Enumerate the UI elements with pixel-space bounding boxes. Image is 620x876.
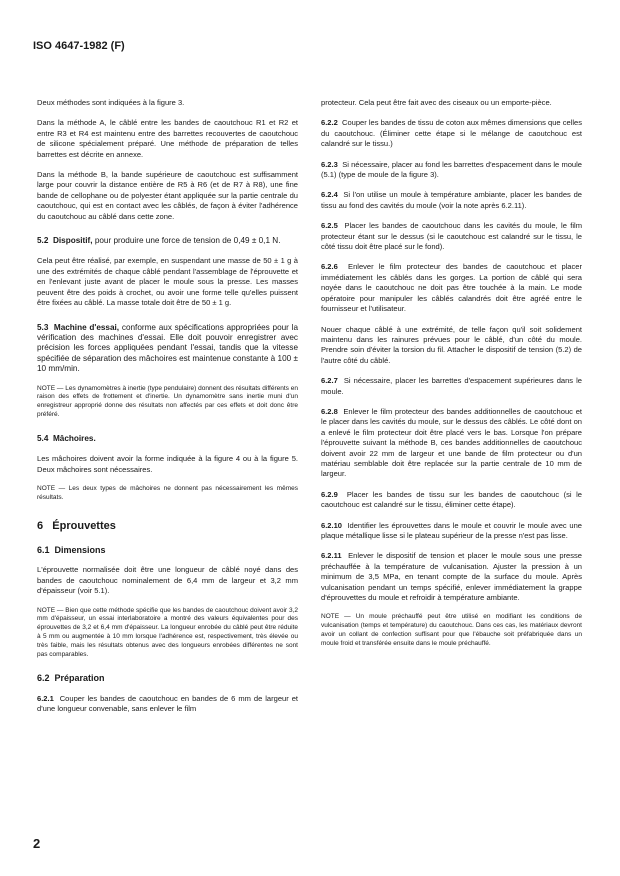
section-6-2-6 xyxy=(321,262,582,314)
section-6-2-11 xyxy=(321,551,582,603)
section-6-heading xyxy=(37,521,298,531)
section-text: Enlever le dispositif de tension et placer le moule sous une presse préchauffée à la température de vulcanisation. Ajuster la pression à un minimum de 3,5 MPa, en tenant compte de la surface du moule. Après vulcanisation pendant un temps spécifié, enlever immédiatement la grappe d'éprouvettes du moule et refroidir à température ambiante. xyxy=(321,551,582,603)
section-number: 6.2.2 xyxy=(321,118,338,128)
section-6-2-2 xyxy=(321,118,582,149)
section-text: Si l'on utilise un moule à température ambiante, placer les bandes de tissu au fond des cavités du moule (voir la note après 6.2.11). xyxy=(321,190,582,210)
paragraph: Nouer chaque câblé à une extrémité, de telle façon qu'il soit solidement maintenu dans les rainures prévues pour le câblé, d'un côté du moule. Prendre soin d'éviter la torsion du fil. Attacher le dispositif de tension (5.2) de l'autre côté du câblé. xyxy=(321,324,582,365)
section-title: Machine d'essai, xyxy=(53,322,120,332)
section-title: Dimensions xyxy=(54,544,106,555)
section-6-1 xyxy=(37,545,298,555)
section-text: conforme aux spécifications appropriées pour la vérification des machines d'essai. Elle doit pouvoir enregistrer avec précision les forces appliquées pendant l'essai, tandis que la vitesse spécifiée de séparation des mâchoires est maintenue constante à 100 ± 10 mm/min. xyxy=(37,322,299,374)
paragraph-method-b: Dans la méthode B, la bande supérieure de caoutchouc est suffisamment large pour couvrir la distance entière de R5 à R6 (et de R7 à R8), une fine bande de cellophane ou de polyester étant appliquée sur la partie centrale du caoutchouc, qui est en contact avec les câblés, de façon à éviter l'adhérence du caoutchouc au câblé dans cette zone. xyxy=(37,170,298,221)
note: NOTE — Un moule préchauffé peut être utilisé en modifiant les conditions de vulcanisation (temps et température) du caoutchouc. Dans ces cas, les matériaux devront avoir un collant de confection suffisant pour que l'ébauche soit préfabriquée dans un moule froid et transférée ensuite dans le moule préchauffé. xyxy=(321,613,582,647)
paragraph: Cela peut être réalisé, par exemple, en suspendant une masse de 50 ± 1 g à une des extrémités de chaque câblé pendant l'assemblage de l'éprouvette et en l'enlevant juste avant de placer le moule sous la presse. Les masses peuvent être des poids à crochet, ou avoir une forme telle qu'elles puissent être fixées au câblé. La masse totale doit être de 50 ± 1 g. xyxy=(37,256,298,308)
section-text: pour produire une force de tension de 0,49 ± 0,1 N. xyxy=(94,236,281,246)
paragraph: Deux méthodes sont indiquées à la figure 3. xyxy=(37,98,185,107)
section-number: 6.2.3 xyxy=(321,159,338,169)
section-6-2-9 xyxy=(321,490,582,511)
section-5-2 xyxy=(37,236,298,246)
section-6-2-5 xyxy=(321,221,582,252)
section-6-2-1 xyxy=(37,694,298,715)
section-text: Si nécessaire, placer au fond les barrettes d'espacement dans le moule (5.1) (type de moule de la figure 3). xyxy=(321,159,582,180)
section-title: Préparation xyxy=(54,673,105,684)
note: NOTE — Bien que cette méthode spécifie que les bandes de caoutchouc doivent avoir 3,2 mm d'épaisseur, un essai interlaboratoire a montré des valeurs équivalentes pour des éprouvettes de 3,2 et 6,4 mm d'épaisseur. La longueur enrobée du câblé peut être réduite à 5 mm ou augmentée à 10 mm lorsque l'adhérence est, respectivement, très élevée ou très faible, mais les résultats obtenus avec des longueurs enrobées différentes ne sont pas comparables. xyxy=(37,606,298,658)
section-text: Placer les bandes de caoutchouc dans les cavités du moule, le film protecteur étant sur le dessus (si le caoutchouc est calandré sur le tissu, le côté tissu doit être placé sur le fond). xyxy=(321,221,582,252)
section-number: 6.2.4 xyxy=(321,190,338,200)
section-number: 6.2.6 xyxy=(321,262,338,272)
section-number: 6.2.1 xyxy=(37,693,54,703)
section-text: Couper les bandes de tissu de coton aux mêmes dimensions que celles du caoutchouc. (Éliminer cette étape si le mélange de caoutchouc est calandré sur le tissu.) xyxy=(321,118,582,149)
section-number: 6.2.10 xyxy=(321,520,342,530)
section-number: 6.2.7 xyxy=(321,376,338,386)
section-number: 5.4 xyxy=(37,433,49,443)
section-6-2-3 xyxy=(321,160,582,181)
section-title: Éprouvettes xyxy=(52,519,116,532)
section-number: 6.2.5 xyxy=(321,221,338,231)
section-title: Mâchoires. xyxy=(52,433,96,443)
left-column xyxy=(37,98,298,725)
section-number: 6.2 xyxy=(37,673,50,684)
section-number: 6.2.11 xyxy=(321,551,342,561)
note: NOTE — Les deux types de mâchoires ne donnent pas nécessairement les mêmes résultats. xyxy=(37,484,298,501)
section-6-2-8 xyxy=(321,407,582,480)
section-title: Dispositif, xyxy=(52,236,93,246)
section-number: 6 xyxy=(37,519,44,532)
paragraph: protecteur. Cela peut être fait avec des ciseaux ou un emporte-pièce. xyxy=(321,98,552,107)
paragraph: Les mâchoires doivent avoir la forme indiquée à la figure 4 ou à la figure 5. Deux mâchoires sont nécessaires. xyxy=(37,454,298,474)
section-6-2-10 xyxy=(321,521,582,542)
section-text: Identifier les éprouvettes dans le moule et couvrir le moule avec une plaque métallique lisse si le plateau supérieur de la presse n'est pas lisse. xyxy=(321,520,582,540)
section-number: 6.1 xyxy=(37,544,50,555)
section-6-2 xyxy=(37,673,298,683)
paragraph: L'éprouvette normalisée doit être une longueur de câblé noyé dans des bandes de caoutchouc nominalement de 6,4 mm de largeur et 3,2 mm d'épaisseur (voir 5.1). xyxy=(37,565,298,596)
section-6-2-4 xyxy=(321,190,582,211)
section-text: Si nécessaire, placer les barrettes d'espacement supérieures dans le moule. xyxy=(321,376,582,396)
section-6-2-7 xyxy=(321,376,582,397)
section-text: Enlever le film protecteur des bandes additionnelles de caoutchouc et le placer dans les cavités du moule, sur le dessus des câblés. Le côté dont on a enlevé le film protecteur doit être placé vers le bas. Lorsque l'on prépare l'éprouvette suivant la méthode B, ces bandes additionnelles de caoutchouc doivent avoir 22 mm de largeur et une bande de film protecteur ou d'un matériau semblable doit être replacée sur la partie centrale de 10 mm de largeur. xyxy=(321,406,582,479)
section-number: 6.2.8 xyxy=(321,406,338,416)
section-5-3 xyxy=(37,323,298,375)
section-number: 5.2 xyxy=(37,236,49,246)
section-text: Enlever le film protecteur des bandes de caoutchouc et placer immédiatement les câblés dans les gorges. La portion de câblé qui sera noyée dans le caoutchouc ne doit pas être touchée à la main. Le mode opératoire pour manipuler les câblés calandrés doit être agréé entre le fournisseur et l'utilisateur. xyxy=(321,262,582,314)
page-number: 2 xyxy=(33,836,41,851)
section-number: 5.3 xyxy=(37,322,49,332)
paragraph-method-a: Dans la méthode A, le câblé entre les bandes de caoutchouc R1 et R2 et entre R3 et R4 est maintenu entre des barrettes recouvertes de caoutchouc de silicone spécialement préparé. Une méthode de préparation de telles barrettes est décrite en annexe. xyxy=(37,118,298,159)
section-text: Couper les bandes de caoutchouc en bandes de 6 mm de largeur et d'une longueur convenable, sans enlever le film xyxy=(37,693,298,714)
right-column xyxy=(321,98,582,659)
section-number: 6.2.9 xyxy=(321,489,338,499)
note: NOTE — Les dynamomètres à inertie (type pendulaire) donnent des résultats différents en raison des effets de frottement et d'inertie. Un dynamomètre sans inertie muni d'un enregistreur approprié donne des résultats non affectés par ces effets et doit donc être préféré. xyxy=(37,384,298,418)
section-5-4 xyxy=(37,434,298,444)
section-text: Placer les bandes de tissu sur les bandes de caoutchouc (si le caoutchouc est calandré sur le tissu, éliminer cette étape). xyxy=(321,489,582,510)
document-header: ISO 4647-1982 (F) xyxy=(33,40,125,52)
